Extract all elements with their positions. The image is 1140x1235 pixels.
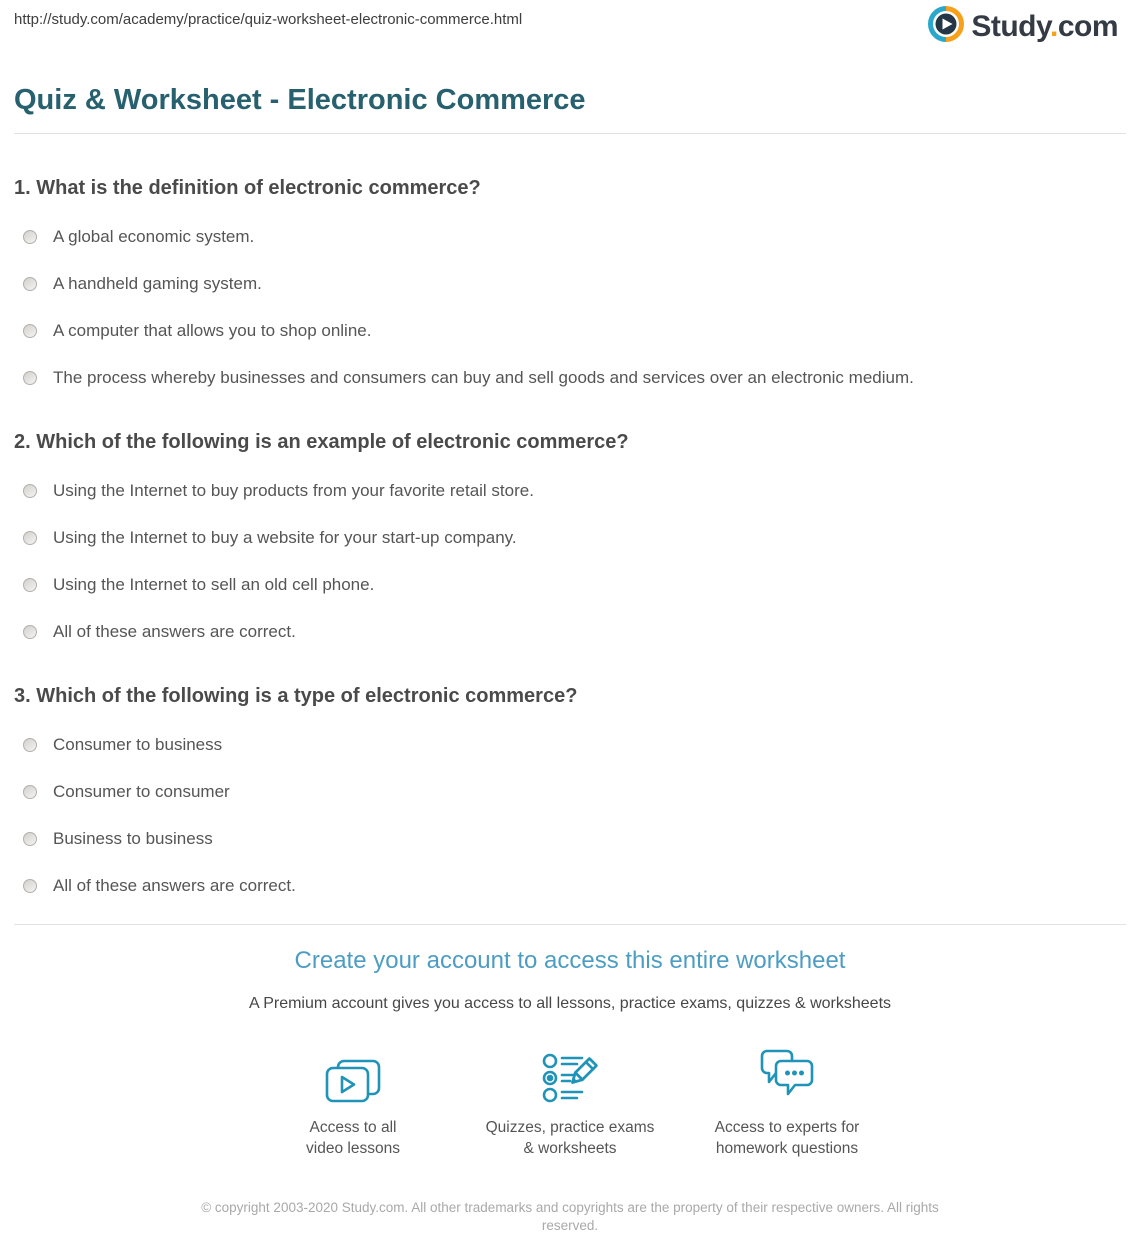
cta-title: Create your account to access this entire worksheet <box>294 947 846 974</box>
radio-button[interactable] <box>23 371 37 385</box>
option-label: Using the Internet to buy a website for your start-up company. <box>53 528 517 547</box>
question-2-option-4 <box>14 622 1126 642</box>
radio-button[interactable] <box>23 625 37 639</box>
question-3-option-3 <box>14 829 1126 849</box>
title-divider <box>14 133 1126 134</box>
option-label: Using the Internet to buy products from your favorite retail store. <box>53 481 534 500</box>
section-divider <box>14 924 1126 925</box>
option-label: Business to business <box>53 829 213 848</box>
option-label: All of these answers are correct. <box>53 876 296 895</box>
question-1-option-2 <box>14 274 1126 294</box>
radio-button[interactable] <box>23 277 37 291</box>
feature-caption: Access to all video lessons <box>306 1118 400 1157</box>
chat-experts-icon <box>679 1045 896 1105</box>
option-label: A computer that allows you to shop online. <box>53 321 372 340</box>
copyright-notice: © copyright 2003-2020 Study.com. All other trademarks and copyrights are the property of their respective owners. All rights reserved. <box>201 1199 939 1233</box>
question-1 <box>14 177 1126 388</box>
option-label: A handheld gaming system. <box>53 274 262 293</box>
video-lessons-icon <box>245 1045 462 1105</box>
feature-caption: Access to experts for homework questions <box>714 1118 860 1157</box>
radio-button[interactable] <box>23 785 37 799</box>
question-2-option-2 <box>14 528 1126 548</box>
radio-button[interactable] <box>23 531 37 545</box>
question-3 <box>14 685 1126 896</box>
feature-video-lessons <box>245 1045 462 1159</box>
question-3-heading: 3. Which of the following is a type of electronic commerce? <box>14 685 578 707</box>
question-2 <box>14 431 1126 642</box>
question-3-option-4 <box>14 876 1126 896</box>
quiz-worksheet-icon <box>462 1045 679 1105</box>
option-label: The process whereby businesses and consumers can buy and sell goods and services over an electronic medium. <box>53 368 914 387</box>
question-2-heading: 2. Which of the following is an example of electronic commerce? <box>14 431 629 453</box>
question-3-option-2 <box>14 782 1126 802</box>
radio-button[interactable] <box>23 879 37 893</box>
question-1-option-1 <box>14 227 1126 247</box>
page-header <box>0 0 1140 58</box>
radio-button[interactable] <box>23 832 37 846</box>
question-1-heading: 1. What is the definition of electronic commerce? <box>14 177 481 199</box>
option-label: Consumer to consumer <box>53 782 230 801</box>
option-label: Consumer to business <box>53 735 223 754</box>
studycom-logo[interactable] <box>928 6 1118 47</box>
feature-quizzes-worksheets <box>462 1045 679 1159</box>
question-2-option-3 <box>14 575 1126 595</box>
question-1-option-3 <box>14 321 1126 341</box>
radio-button[interactable] <box>23 738 37 752</box>
feature-caption: Quizzes, practice exams & worksheets <box>485 1118 655 1157</box>
radio-button[interactable] <box>23 578 37 592</box>
option-label: Using the Internet to sell an old cell phone. <box>53 575 375 594</box>
page-url: http://study.com/academy/practice/quiz-worksheet-electronic-commerce.html <box>14 11 523 28</box>
radio-button[interactable] <box>23 324 37 338</box>
page-title: Quiz & Worksheet - Electronic Commerce <box>14 84 586 116</box>
question-1-option-4 <box>14 368 1126 388</box>
play-icon <box>928 6 964 47</box>
question-2-option-1 <box>14 481 1126 501</box>
features-row <box>0 1045 1140 1159</box>
feature-expert-help <box>679 1045 896 1159</box>
radio-button[interactable] <box>23 484 37 498</box>
radio-button[interactable] <box>23 230 37 244</box>
cta-subtitle: A Premium account gives you access to all lessons, practice exams, quizzes & worksheets <box>248 994 892 1012</box>
option-label: A global economic system. <box>53 227 255 246</box>
logo-wordmark: Study.com <box>971 9 1118 43</box>
question-3-option-1 <box>14 735 1126 755</box>
option-label: All of these answers are correct. <box>53 622 296 641</box>
